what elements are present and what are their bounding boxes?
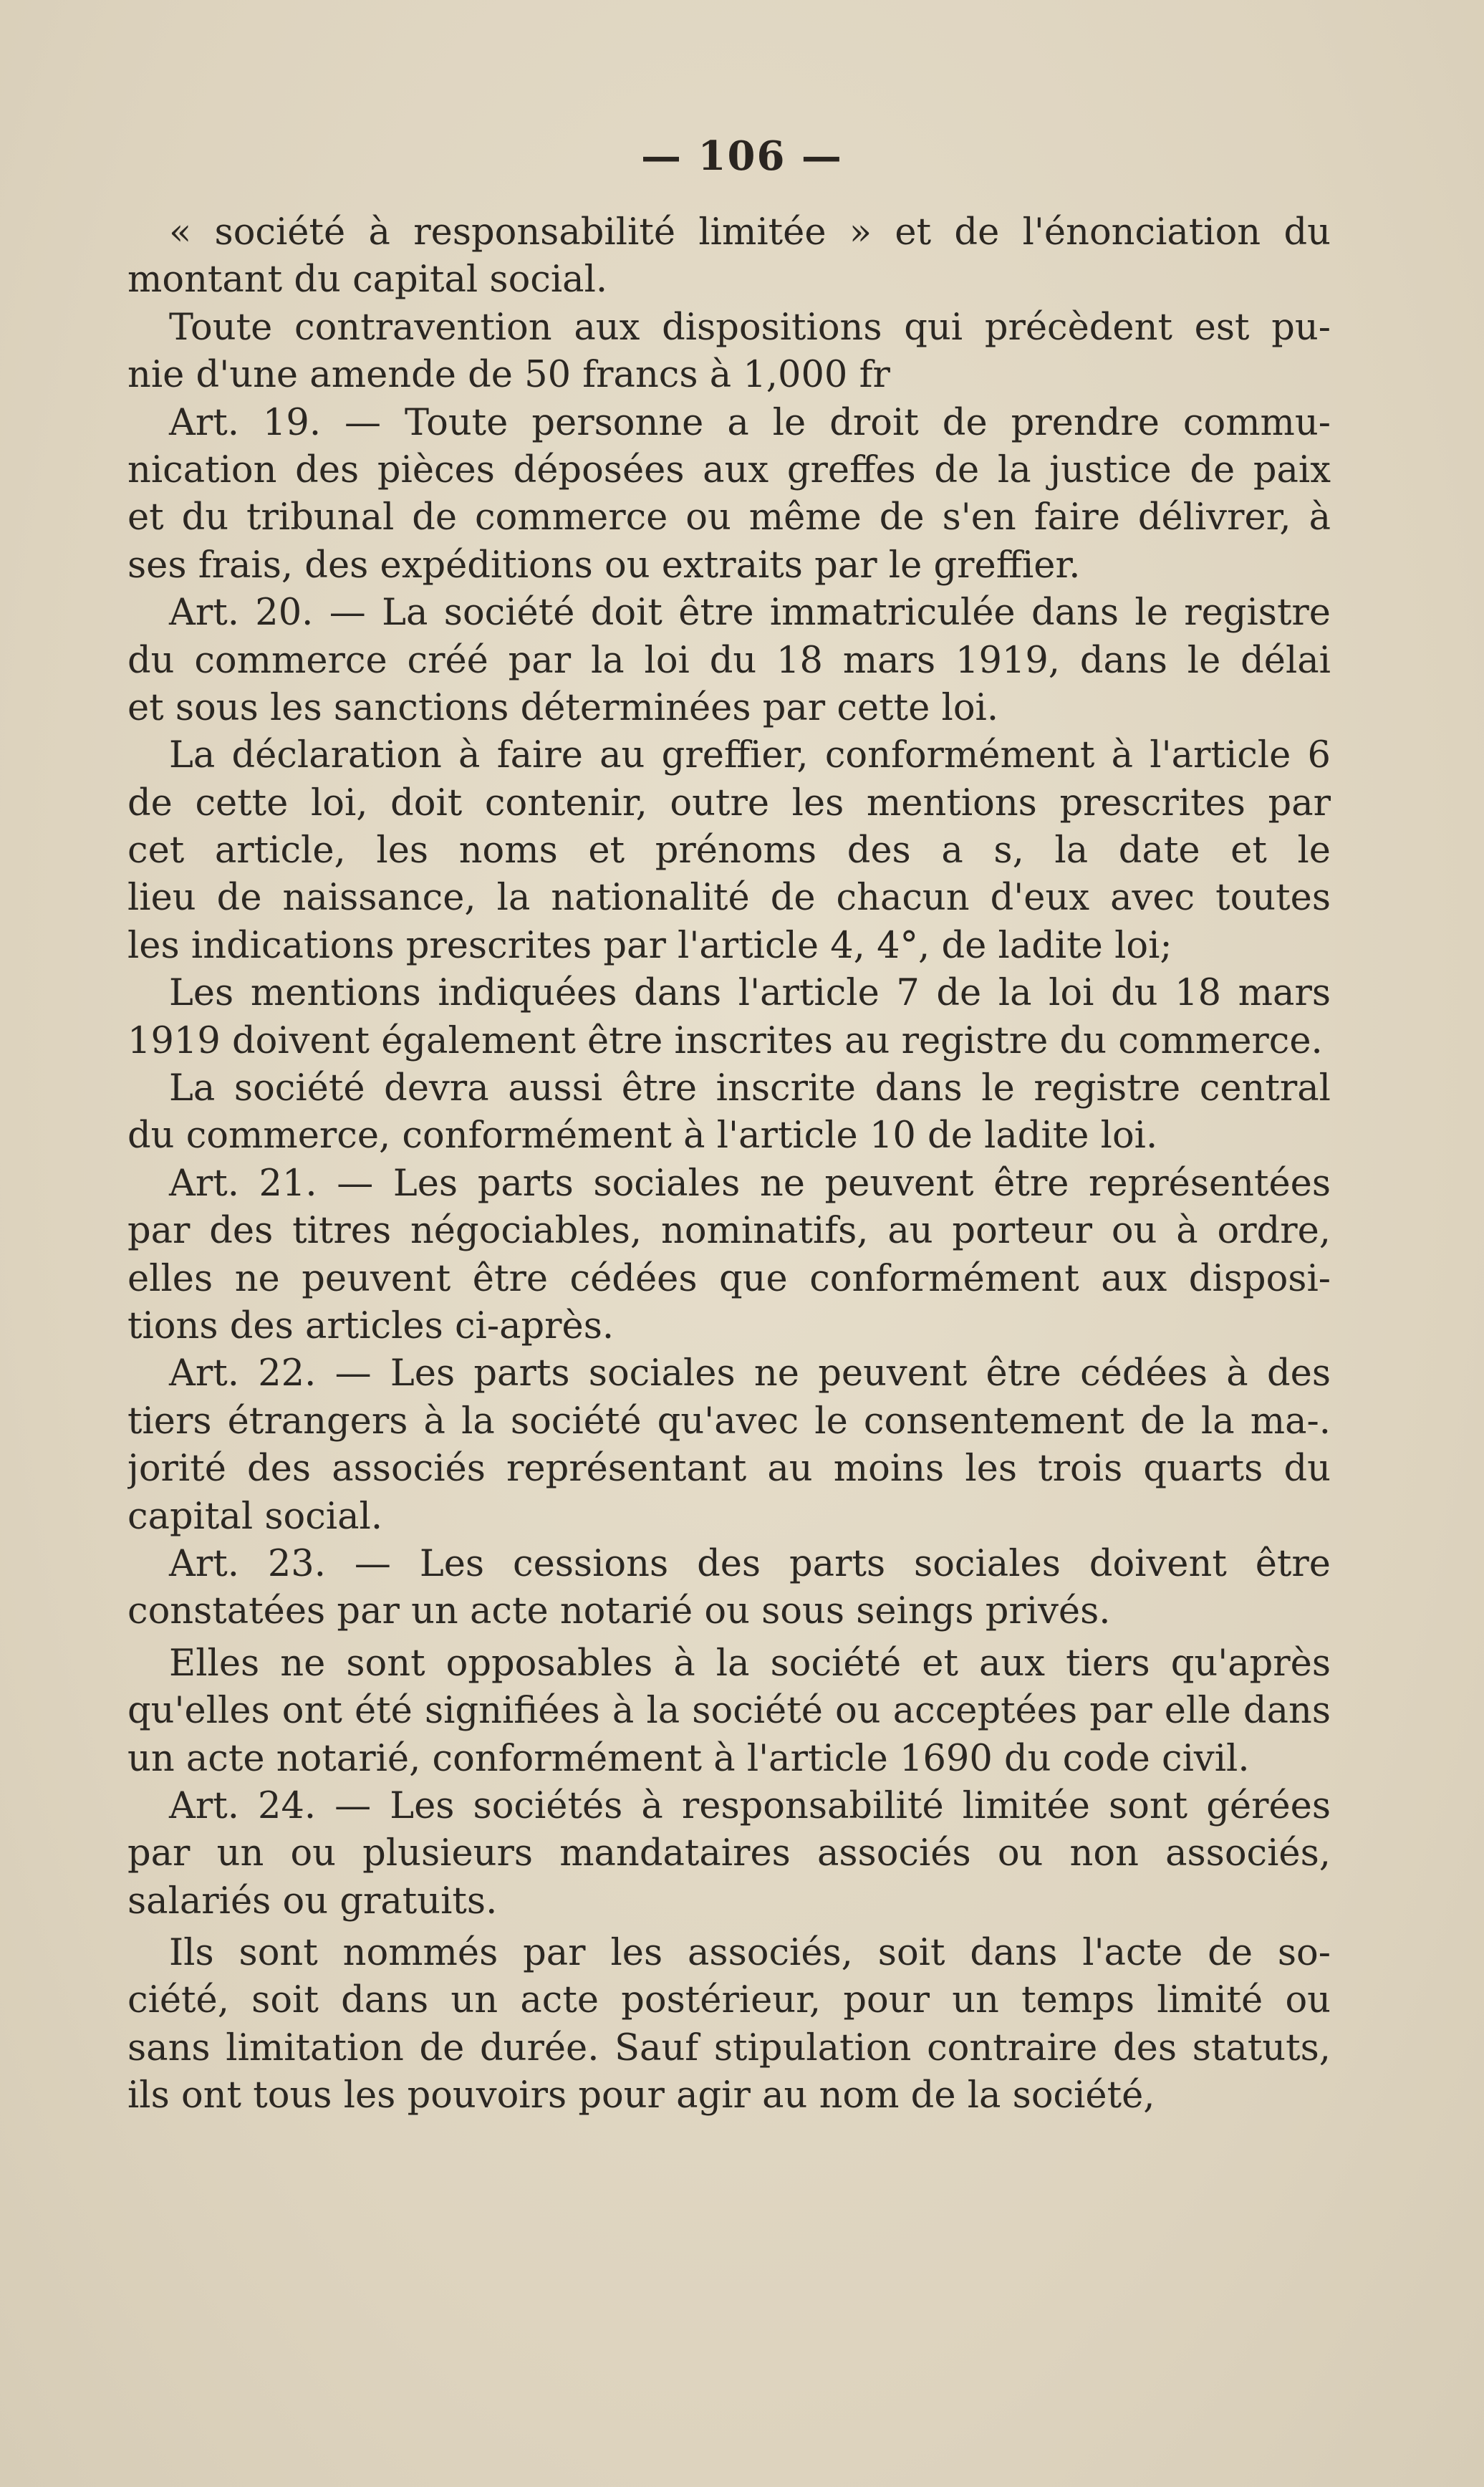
text-line: « société à responsabilité limitée » et de l'énonciation du (169, 211, 1331, 254)
text-line: et du tribunal de commerce ou même de s'en faire délivrer, à (127, 496, 1331, 539)
paragraph (127, 1350, 1331, 1541)
page-number: — 106 — (641, 133, 843, 180)
text-line: Art. 24. — Les sociétés à responsabilité limitée sont gérées (169, 1784, 1331, 1827)
paragraph (127, 590, 1331, 732)
text-line: du commerce créé par la loi du 18 mars 1919, dans le délai (127, 639, 1331, 682)
text-line: cet article, les noms et prénoms des a s, la date et le (127, 829, 1331, 872)
text-line: sans limitation de durée. Sauf stipulation contraire des statuts, (127, 2026, 1331, 2069)
text-line: Les mentions indiquées dans l'article 7 de la loi du 18 mars (169, 972, 1331, 1015)
text-line: Art. 19. — Toute personne a le droit de prendre commu- (169, 401, 1331, 444)
text-line: constatées par un acte notarié ou sous seings privés. (127, 1590, 1111, 1633)
text-line: elles ne peuvent être cédées que conformément aux disposi- (127, 1257, 1331, 1300)
text-line: lieu de naissance, la nationalité de chacun d'eux avec toutes (127, 877, 1331, 920)
text-line: ses frais, des expéditions ou extraits par le greffier. (127, 544, 1081, 587)
text-line: nie d'une amende de 50 francs à 1,000 fr (127, 354, 890, 397)
text-line: et sous les sanctions déterminées par cette loi. (127, 686, 999, 729)
text-line: La déclaration à faire au greffier, conformément à l'article 6 (169, 734, 1331, 777)
text-line: par des titres négociables, nominatifs, au porteur ou à ordre, (127, 1210, 1331, 1253)
body-text (127, 209, 1331, 2120)
paragraph (127, 1640, 1331, 1783)
text-line: du commerce, conformément à l'article 10 de ladite loi. (127, 1115, 1158, 1158)
paragraph (127, 209, 1331, 304)
text-line: Art. 20. — La société doit être immatriculée dans le registre (169, 592, 1331, 635)
text-line: un acte notarié, conformément à l'article 1690 du code civil. (127, 1737, 1250, 1780)
paragraph (127, 1541, 1331, 1636)
text-line: Art. 23. — Les cessions des parts sociales doivent être (169, 1542, 1331, 1585)
paragraph (127, 1065, 1331, 1160)
text-line: Art. 22. — Les parts sociales ne peuvent être cédées à des (169, 1352, 1331, 1395)
text-line: tiers étrangers à la société qu'avec le consentement de la ma-. (127, 1400, 1331, 1443)
text-line: salariés ou gratuits. (127, 1880, 498, 1923)
paragraph (127, 1930, 1331, 2120)
text-line: Elles ne sont opposables à la société et aux tiers qu'après (169, 1642, 1331, 1685)
paragraph (127, 970, 1331, 1065)
text-line: La société devra aussi être inscrite dans le registre central (169, 1067, 1331, 1110)
text-line: ciété, soit dans un acte postérieur, pour un temps limité ou (127, 1979, 1331, 2022)
text-line: les indications prescrites par l'article 4, 4°, de ladite loi; (127, 924, 1172, 967)
paragraph (127, 1783, 1331, 1925)
text-line: qu'elles ont été signifiées à la société ou acceptées par elle dans (127, 1690, 1331, 1733)
paragraph (127, 732, 1331, 970)
text-line: de cette loi, doit contenir, outre les mentions prescrites par (127, 781, 1331, 824)
text-line: Toute contravention aux dispositions qui précèdent est pu- (169, 306, 1331, 349)
text-line: 1919 doivent également être inscrites au registre du commerce. (127, 1019, 1323, 1062)
paragraph (127, 400, 1331, 590)
paragraph (127, 1160, 1331, 1351)
text-line: montant du capital social. (127, 259, 608, 302)
text-line: ils ont tous les pouvoirs pour agir au nom de la société, (127, 2074, 1155, 2117)
text-line: Art. 21. — Les parts sociales ne peuvent être représentées (169, 1162, 1331, 1205)
text-line: Ils sont nommés par les associés, soit dans l'acte de so- (169, 1932, 1331, 1975)
paragraph (127, 304, 1331, 400)
text-line: tions des articles ci-après. (127, 1304, 615, 1347)
text-line: jorité des associés représentant au moins les trois quarts du (127, 1448, 1331, 1491)
text-line: capital social. (127, 1495, 383, 1538)
text-line: nication des pièces déposées aux greffes de la justice de paix (127, 448, 1331, 491)
text-line: par un ou plusieurs mandataires associés ou non associés, (127, 1832, 1331, 1875)
